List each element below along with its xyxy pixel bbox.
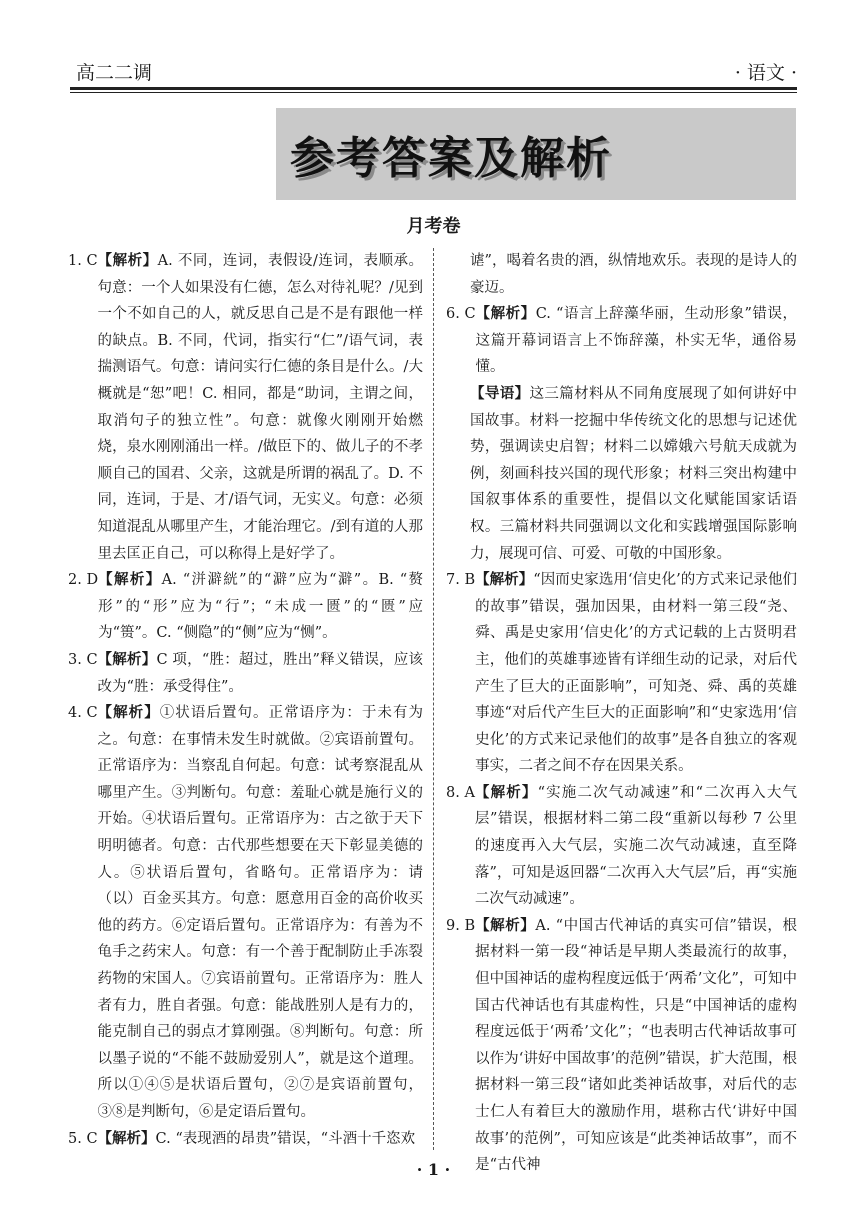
section-title: 月考卷: [406, 216, 461, 237]
guide-paragraph: [446, 381, 797, 567]
answer-item-8: [446, 780, 797, 913]
page-title: 参考答案及解析: [290, 133, 612, 184]
answer-text: C 项，“胜：超过，胜出”释义错误，应该改为“胜：承受得住”。: [97, 651, 424, 695]
analysis-tag: 【解析】: [98, 571, 162, 589]
answer-text: A. “中国古代神话的真实可信”错误，根据材料一第一段“神话是早期人类最流行的故事，但中国神话的虚构程度远低于‘两希’文化”，可知中国古代神话也有其虚构性，只是“中国神话的虚构程度远低于‘两希’文化”；“也表明古代神话故事可以作为‘讲好中国故事’的范例”错误，扩大范围，根据材料一第三段“诸如此类神话故事，对后代的志士仁人有着巨大的激励作用，堪称古代‘讲好中国故事’的范例”，可知应该是“此类神话故事”，而不是“古代神: [475, 917, 798, 1174]
right-column: [446, 248, 797, 1179]
answer-item-6: [446, 301, 797, 381]
answer-item-9: [446, 913, 797, 1179]
column-divider: [433, 248, 434, 1150]
header-rule-thin: [70, 92, 797, 93]
answer-text: C. “表现酒的昂贵”错误，“斗酒十千恣欢: [155, 1130, 416, 1147]
answer-number: 2. D: [68, 572, 99, 589]
answer-item-2: [68, 567, 423, 647]
header-grade: 高二二调: [76, 62, 153, 84]
header-rule: [70, 87, 797, 90]
answer-number: 3. C: [68, 651, 98, 668]
analysis-tag: 【解析】: [97, 1129, 156, 1147]
guide-text: 这三篇材料从不同角度展现了如何讲好中国故事。材料一挖掘中华传统文化的思想与记述优势，强调读史启智；材料二以嫦娥六号航天成就为例，刻画科技兴国的现代形象；材料三突出构建中国叙事体系的重要性，提倡以文化赋能国家话语权。三篇材料共同强调以文化和实践增强国际影响力，展现可信、可爱、可敬的中国形象。: [470, 385, 798, 562]
analysis-tag: 【解析】: [475, 305, 536, 323]
answer-item-7: [446, 567, 797, 780]
answer-number: 9. B: [446, 917, 476, 934]
guide-tag: 【导语】: [470, 384, 530, 402]
left-column: [68, 248, 423, 1152]
analysis-tag: 【解析】: [97, 252, 158, 269]
answer-number: 1. C: [68, 253, 98, 269]
answer-item-1: [68, 248, 423, 567]
answer-number: 4. C: [68, 705, 98, 722]
answer-number: 8. A: [446, 784, 475, 801]
analysis-tag: 【解析】: [474, 783, 538, 801]
answer-number: 6. C: [446, 306, 476, 323]
answer-item-5: [68, 1126, 423, 1153]
analysis-tag: 【解析】: [475, 916, 536, 934]
answer-item-3: [68, 647, 423, 700]
answer-text: A. “洴澼絖”的“澼”应为“澼”。B. “赘形”的“形”应为“行”；“未成一匮”的“匮”应为“篑”。C. “侧隐”的“侧”应为“恻”。: [98, 572, 424, 642]
answer-number: 5. C: [68, 1130, 98, 1147]
answer-text: 谑”，喝着名贵的酒，纵情地欢乐。表现的是诗人的豪迈。: [470, 253, 797, 296]
answer-text: “实施二次气动减速”和“二次再入大气层”错误，根据材料二第二段“重新以每秒 7 公里的速度再入大气层，实施二次气动减速，直至降落”，可知是返回器“二次再入大气层”后，再“实施二次气动减速”。: [474, 784, 797, 908]
answer-text: A. 不同，连词，表假设/连词，表顺承。句意：一个人如果没有仁德，怎么对待礼呢？/见到一个不如自己的人，就反思自己是不是有跟他一样的缺点。B. 不同，代词，指实行“仁”/语气词，表揣测语气。句意：请问实行仁德的条目是什么。/大概就是“恕”吧！C. 相同，都是“助词，主谓之间，取消句子的独立性”。句意：就像火刚刚开始燃烧，泉水刚刚涌出一样。/做臣下的、做儿子的不孝顺自己的国君、父亲，这就是所谓的祸乱了。D. 不同，连词，于是、才/语气词，无实义。句意：必须知道混乱从哪里产生，才能治理它。/到有道的人那里去匡正自己，可以称得上是好学了。: [97, 253, 424, 562]
analysis-tag: 【解析】: [97, 704, 160, 722]
answer-text: C. “语言上辞藻华丽，生动形象”错误，这篇开幕词语言上不饰辞藻，朴实无华，通俗易懂。: [475, 306, 798, 376]
page-number: · 1 ·: [416, 1160, 451, 1179]
analysis-tag: 【解析】: [475, 571, 534, 589]
answer-item-4: [68, 700, 423, 1126]
answer-item-5-continued: [446, 248, 797, 301]
analysis-tag: 【解析】: [97, 650, 157, 668]
answer-text: “因而史家选用‘信史化’的方式来记录他们的故事”错误，强加因果，由材料一第三段“尧、舜、禹是史家用‘信史化’的方式记载的上古贤明君主，他们的英雄事迹皆有详细生动的记录，对后代产生了巨大的正面影响”，可知尧、舜、禹的英雄事迹“对后代产生巨大的正面影响”和“史家选用‘信史化’的方式来记录他们的故事”是各自独立的客观事实，二者之间不存在因果关系。: [475, 572, 797, 775]
answer-number: 7. B: [446, 572, 476, 589]
answer-text: ①状语后置句。正常语序为：于未有为之。句意：在事情未发生时就做。②宾语前置句。正常语序为：当察乱自何起。句意：试考察混乱从哪里产生。③判断句。句意：羞耻心就是施行义的开始。④状语后置句。正常语序为：古之欲于天下明明德者。句意：古代那些想要在天下彰显美德的人。⑤状语后置句，省略句。正常语序为：请（以）百金买其方。句意：愿意用百金的高价收买他的药方。⑥定语后置句。正常语序为：有善为不龟手之药宋人。句意：有一个善于配制防止手冻裂药物的宋国人。⑦宾语前置句。正常语序为：胜人者有力，胜自者强。句意：能战胜别人是有力的，能克制自己的弱点才算刚强。⑧判断句。句意：所以墨子说的“不能不鼓励爱别人”，就是这个道理。所以①④⑤是状语后置句，②⑦是宾语前置句，③⑧是判断句，⑥是定语后置句。: [97, 705, 424, 1120]
header-subject: · 语文 ·: [734, 62, 797, 84]
